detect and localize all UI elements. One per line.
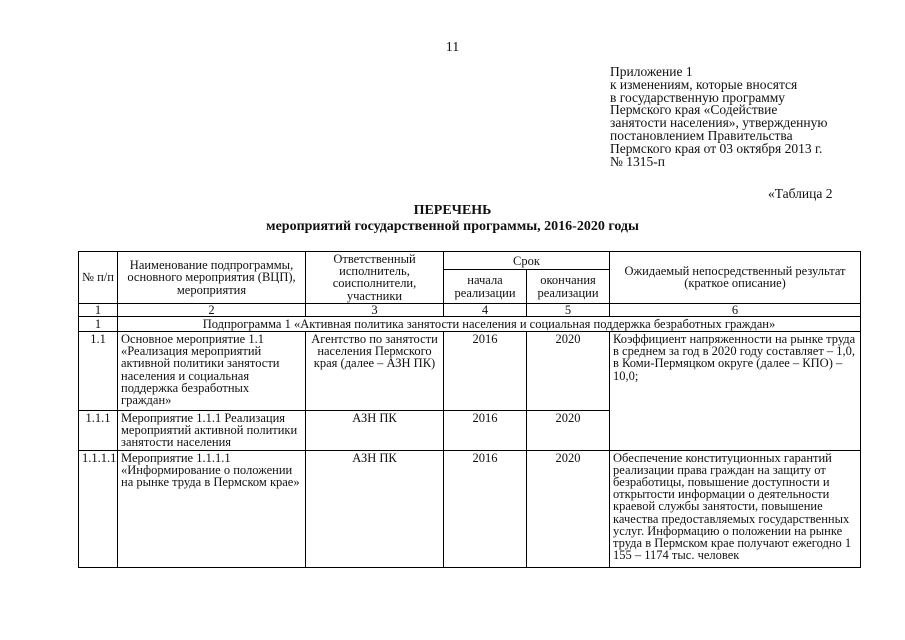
header-num: № п/п <box>79 252 118 304</box>
row-responsible: АЗН ПК <box>306 450 444 567</box>
row-num: 1.1.1.1 <box>79 450 118 567</box>
row-result <box>610 411 861 451</box>
col-number: 4 <box>444 303 527 316</box>
row-name: Мероприятие 1.1.1 Реализация мероприятий активной политики занятости населения <box>118 411 306 451</box>
row-end: 2020 <box>527 332 610 411</box>
header-result: Ожидаемый непосредственный результат (краткое описание) <box>610 252 861 304</box>
table-reference: «Таблица 2 <box>768 186 833 201</box>
row-end: 2020 <box>527 411 610 451</box>
row-responsible: АЗН ПК <box>306 411 444 451</box>
header-end: окончания реализации <box>527 270 610 303</box>
appendix-note <box>610 66 870 168</box>
col-number: 1 <box>79 303 118 316</box>
col-number: 5 <box>527 303 610 316</box>
column-numbers-row <box>79 303 861 316</box>
header-name: Наименование подпрограммы, основного мероприятия (ВЦП), мероприятия <box>118 252 306 304</box>
header-row <box>79 252 861 270</box>
appendix-line: занятости населения», утвержденную <box>610 115 828 131</box>
appendix-line: в государственную программу <box>610 89 786 105</box>
appendix-line: Пермского края от 03 октября 2013 г. <box>610 140 823 156</box>
header-responsible: Ответственный исполнитель, соисполнители, участники <box>306 252 444 304</box>
header-term: Срок <box>444 252 610 270</box>
page-number: 11 <box>445 40 460 55</box>
col-number: 3 <box>306 303 444 316</box>
section-row <box>79 316 861 331</box>
row-responsible: Агентство по занятости населения Пермского края (далее – АЗН ПК) <box>306 332 444 411</box>
row-end: 2020 <box>527 450 610 567</box>
row-start: 2016 <box>444 332 527 411</box>
appendix-line: Приложение 1 <box>610 64 693 79</box>
row-start: 2016 <box>444 450 527 567</box>
appendix-line: № 1315-п <box>610 153 665 169</box>
activities-table <box>78 251 861 568</box>
row-result: Обеспечение конституционных гарантий реализации права граждан на защиту от безработицы, повышение доступности и открытости информации о деятельности краевой службы занятости, повышение качества предоставляемых государственных услуг. Информацию о положении на рынке труда в Пермском крае получают ежегодно 1 155 – 1174 тыс. человек <box>610 450 861 567</box>
row-result: Коэффициент напряженности на рынке труда в среднем за год в 2020 году составляет – 1,0, в Коми-Пермяцком округе (далее – КПО) – 10,0; <box>610 332 861 411</box>
table-row <box>79 411 861 451</box>
document-title <box>0 203 905 235</box>
row-name: Мероприятие 1.1.1.1 «Информирование о положении на рынке труда в Пермском крае» <box>118 450 306 567</box>
col-number: 2 <box>118 303 306 316</box>
row-start: 2016 <box>444 411 527 451</box>
appendix-line: к изменениям, которые вносятся <box>610 76 798 92</box>
col-number: 6 <box>610 303 861 316</box>
row-num: 1.1.1 <box>79 411 118 451</box>
row-num: 1.1 <box>79 332 118 411</box>
title-line-2: мероприятий государственной программы, 2016-2020 годы <box>266 219 639 234</box>
section-num: 1 <box>79 316 118 331</box>
table-row <box>79 332 861 411</box>
table-row <box>79 450 861 567</box>
title-line-1: ПЕРЕЧЕНЬ <box>413 203 492 218</box>
appendix-line: Пермского края «Содействие <box>610 102 778 118</box>
row-name: Основное мероприятие 1.1 «Реализация мероприятий активной политики занятости населения и социальная поддержка безработных граждан» <box>118 332 306 411</box>
header-start: начала реализации <box>444 270 527 303</box>
section-title: Подпрограмма 1 «Активная политика занятости населения и социальная поддержка безработных граждан» <box>118 316 861 331</box>
appendix-line: постановлением Правительства <box>610 127 793 143</box>
